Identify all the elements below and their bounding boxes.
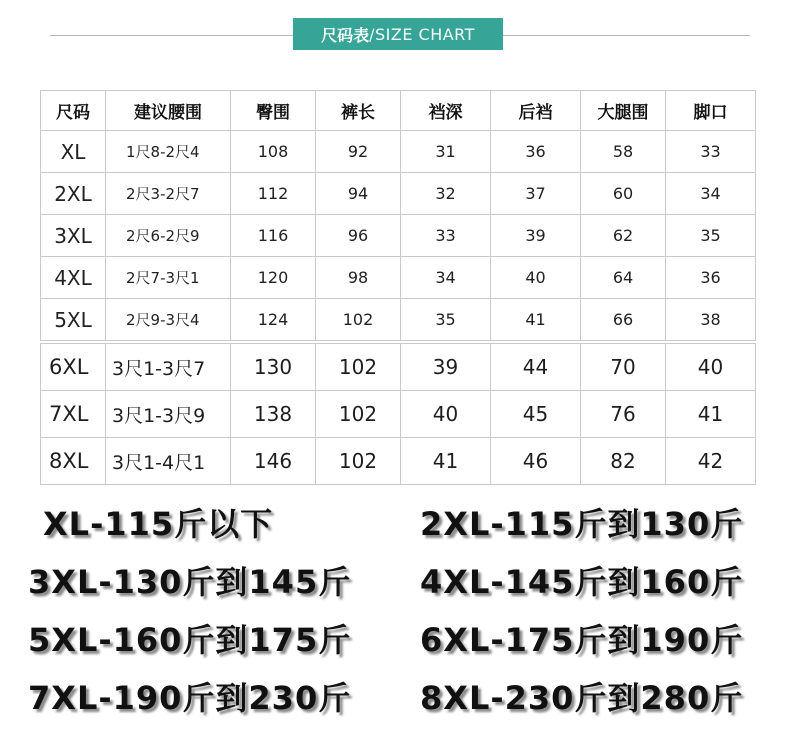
column-header-waist: 建议腰围 bbox=[106, 91, 231, 131]
cell-back-rise: 39 bbox=[491, 215, 581, 257]
cell-hip: 112 bbox=[231, 173, 316, 215]
cell-rise: 40 bbox=[401, 391, 491, 438]
cell-size: 2XL bbox=[41, 173, 106, 215]
cell-back-rise: 36 bbox=[491, 131, 581, 173]
cell-length: 98 bbox=[316, 257, 401, 299]
cell-hip: 116 bbox=[231, 215, 316, 257]
cell-back-rise: 45 bbox=[491, 391, 581, 438]
cell-leg-opening: 41 bbox=[666, 391, 756, 438]
cell-rise: 34 bbox=[401, 257, 491, 299]
cell-leg-opening: 36 bbox=[666, 257, 756, 299]
weight-guide-item: 7XL-190斤到230斤 bbox=[28, 679, 352, 717]
table-row bbox=[41, 257, 756, 299]
cell-thigh: 76 bbox=[581, 391, 666, 438]
table-row bbox=[41, 438, 756, 485]
cell-thigh: 62 bbox=[581, 215, 666, 257]
column-header-size: 尺码 bbox=[41, 91, 106, 131]
table-row bbox=[41, 173, 756, 215]
table-row bbox=[41, 391, 756, 438]
column-header-leg-opening: 脚口 bbox=[666, 91, 756, 131]
cell-rise: 32 bbox=[401, 173, 491, 215]
cell-rise: 41 bbox=[401, 438, 491, 485]
cell-thigh: 60 bbox=[581, 173, 666, 215]
cell-rise: 35 bbox=[401, 299, 491, 343]
cell-back-rise: 37 bbox=[491, 173, 581, 215]
cell-length: 102 bbox=[316, 299, 401, 343]
column-header-hip: 臀围 bbox=[231, 91, 316, 131]
weight-guide-item: 6XL-175斤到190斤 bbox=[420, 621, 744, 659]
cell-hip: 124 bbox=[231, 299, 316, 343]
cell-hip: 130 bbox=[231, 342, 316, 391]
cell-thigh: 70 bbox=[581, 342, 666, 391]
cell-back-rise: 41 bbox=[491, 299, 581, 343]
column-header-thigh: 大腿围 bbox=[581, 91, 666, 131]
cell-waist: 2尺3-2尺7 bbox=[106, 173, 231, 215]
cell-length: 96 bbox=[316, 215, 401, 257]
cell-size: XL bbox=[41, 131, 106, 173]
column-header-length: 裤长 bbox=[316, 91, 401, 131]
cell-length: 102 bbox=[316, 391, 401, 438]
cell-waist: 2尺6-2尺9 bbox=[106, 215, 231, 257]
cell-thigh: 66 bbox=[581, 299, 666, 343]
cell-size: 6XL bbox=[41, 342, 106, 391]
cell-waist: 2尺7-3尺1 bbox=[106, 257, 231, 299]
cell-waist: 1尺8-2尺4 bbox=[106, 131, 231, 173]
table-row bbox=[41, 299, 756, 343]
column-header-back-rise: 后裆 bbox=[491, 91, 581, 131]
cell-back-rise: 46 bbox=[491, 438, 581, 485]
cell-hip: 120 bbox=[231, 257, 316, 299]
weight-guide-item: XL-115斤以下 bbox=[43, 505, 274, 543]
cell-size: 4XL bbox=[41, 257, 106, 299]
cell-size: 3XL bbox=[41, 215, 106, 257]
weight-guide-item: 8XL-230斤到280斤 bbox=[420, 679, 744, 717]
cell-thigh: 58 bbox=[581, 131, 666, 173]
cell-back-rise: 44 bbox=[491, 342, 581, 391]
cell-rise: 31 bbox=[401, 131, 491, 173]
cell-length: 94 bbox=[316, 173, 401, 215]
cell-size: 7XL bbox=[41, 391, 106, 438]
cell-waist: 3尺1-3尺7 bbox=[106, 342, 231, 391]
weight-guide-item: 3XL-130斤到145斤 bbox=[28, 563, 352, 601]
weight-guide bbox=[28, 493, 768, 725]
cell-rise: 33 bbox=[401, 215, 491, 257]
cell-hip: 108 bbox=[231, 131, 316, 173]
cell-rise: 39 bbox=[401, 342, 491, 391]
cell-waist: 2尺9-3尺4 bbox=[106, 299, 231, 343]
cell-length: 102 bbox=[316, 438, 401, 485]
cell-leg-opening: 35 bbox=[666, 215, 756, 257]
cell-leg-opening: 40 bbox=[666, 342, 756, 391]
cell-waist: 3尺1-3尺9 bbox=[106, 391, 231, 438]
size-chart-banner bbox=[293, 18, 503, 50]
size-table bbox=[40, 90, 756, 485]
banner-title-en: /SIZE CHART bbox=[369, 24, 475, 44]
weight-guide-item: 4XL-145斤到160斤 bbox=[420, 563, 744, 601]
cell-back-rise: 40 bbox=[491, 257, 581, 299]
cell-hip: 138 bbox=[231, 391, 316, 438]
table-row bbox=[41, 131, 756, 173]
cell-length: 92 bbox=[316, 131, 401, 173]
cell-leg-opening: 33 bbox=[666, 131, 756, 173]
table-row bbox=[41, 215, 756, 257]
table-row bbox=[41, 342, 756, 391]
banner-title-cn: 尺码表 bbox=[321, 25, 370, 45]
weight-guide-item: 5XL-160斤到175斤 bbox=[28, 621, 352, 659]
cell-hip: 146 bbox=[231, 438, 316, 485]
table-header-row bbox=[41, 91, 756, 131]
cell-waist: 3尺1-4尺1 bbox=[106, 438, 231, 485]
cell-leg-opening: 38 bbox=[666, 299, 756, 343]
cell-leg-opening: 34 bbox=[666, 173, 756, 215]
cell-thigh: 82 bbox=[581, 438, 666, 485]
cell-thigh: 64 bbox=[581, 257, 666, 299]
weight-guide-item: 2XL-115斤到130斤 bbox=[420, 505, 744, 543]
cell-size: 8XL bbox=[41, 438, 106, 485]
cell-length: 102 bbox=[316, 342, 401, 391]
cell-leg-opening: 42 bbox=[666, 438, 756, 485]
cell-size: 5XL bbox=[41, 299, 106, 343]
column-header-rise: 裆深 bbox=[401, 91, 491, 131]
